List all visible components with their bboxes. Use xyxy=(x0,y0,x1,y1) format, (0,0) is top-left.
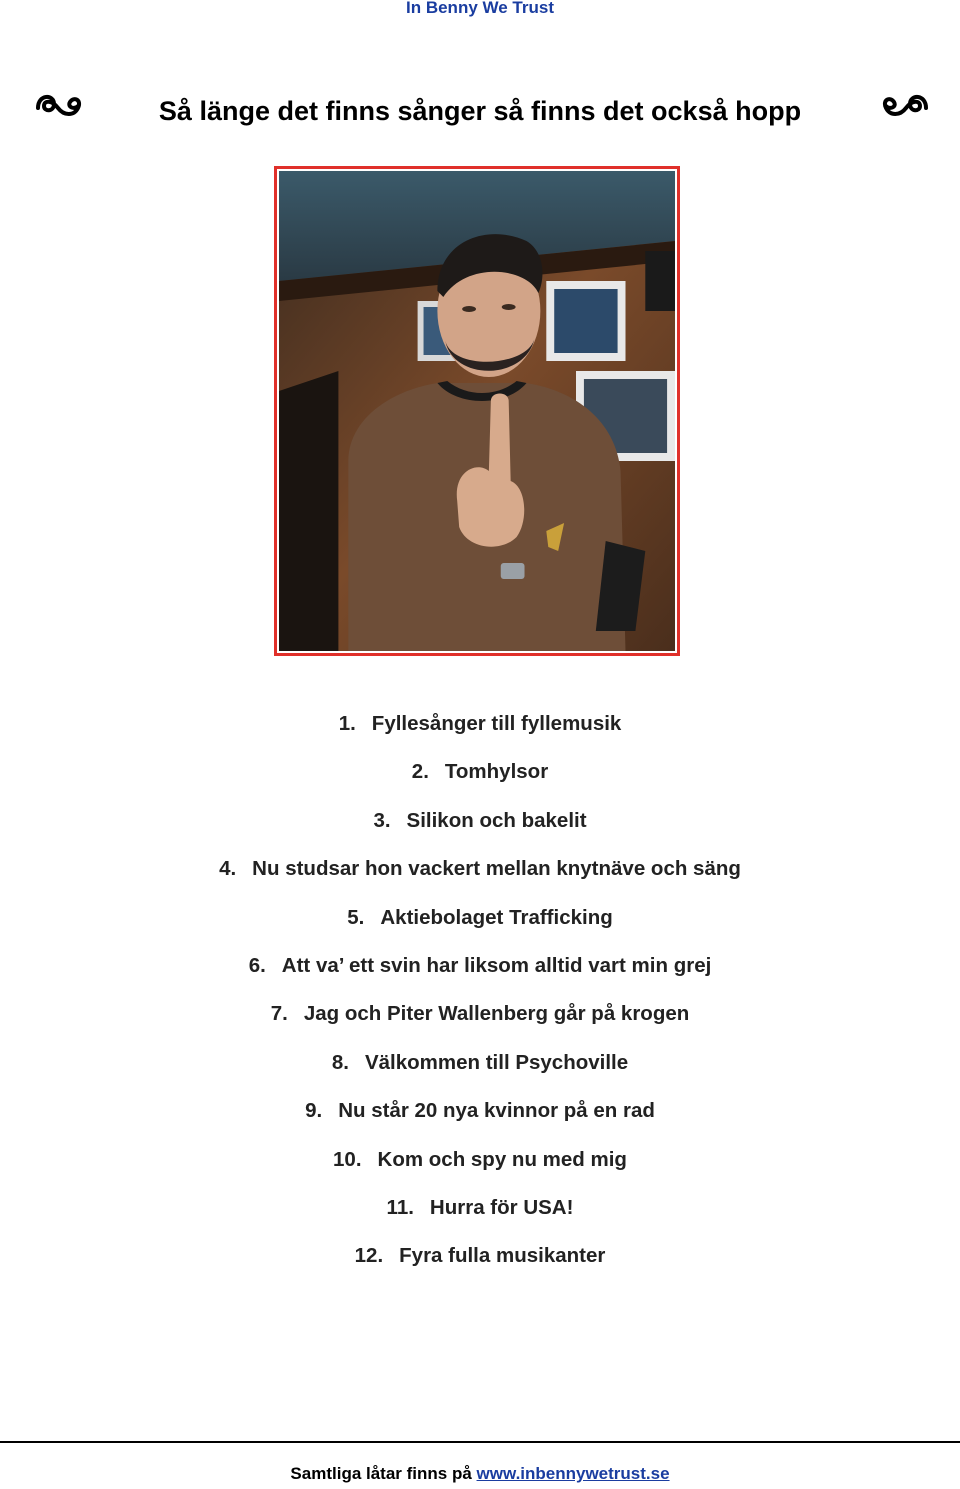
list-item: 1. Fyllesånger till fyllemusik xyxy=(338,712,622,735)
list-item: 2. Tomhylsor xyxy=(411,760,549,784)
list-item: 3. Silikon och bakelit xyxy=(373,808,587,832)
footer xyxy=(0,1464,960,1484)
footer-text: Samtliga låtar finns på xyxy=(290,1464,477,1483)
list-item: 5. Aktiebolaget Trafficking xyxy=(347,905,613,929)
page-header: In Benny We Trust xyxy=(406,0,554,17)
list-item: 9. Nu står 20 nya kvinnor på en rad xyxy=(305,1099,655,1123)
list-item: 6. Att va’ ett svin har liksom alltid vart min grej xyxy=(248,953,712,977)
list-item: 4. Nu studsar hon vackert mellan knytnäve och säng xyxy=(219,857,741,881)
page-title: Så länge det finns sånger så finns det också hopp xyxy=(158,96,802,126)
list-item: 7. Jag och Piter Wallenberg går på krogen xyxy=(270,1002,690,1026)
title-row xyxy=(0,82,960,138)
flourish-right-icon xyxy=(880,86,930,122)
band-photo xyxy=(274,166,680,656)
photo-illustration xyxy=(279,171,675,651)
list-item: 11. Hurra för USA! xyxy=(386,1195,574,1219)
list-item: 8. Välkommen till Psychoville xyxy=(331,1050,629,1074)
footer-divider xyxy=(0,1441,960,1443)
website-link[interactable]: www.inbennywetrust.se xyxy=(476,1464,670,1483)
song-list xyxy=(0,708,960,1289)
list-item: 12. Fyra fulla musikanter xyxy=(354,1244,606,1268)
list-item: 10. Kom och spy nu med mig xyxy=(333,1147,627,1171)
